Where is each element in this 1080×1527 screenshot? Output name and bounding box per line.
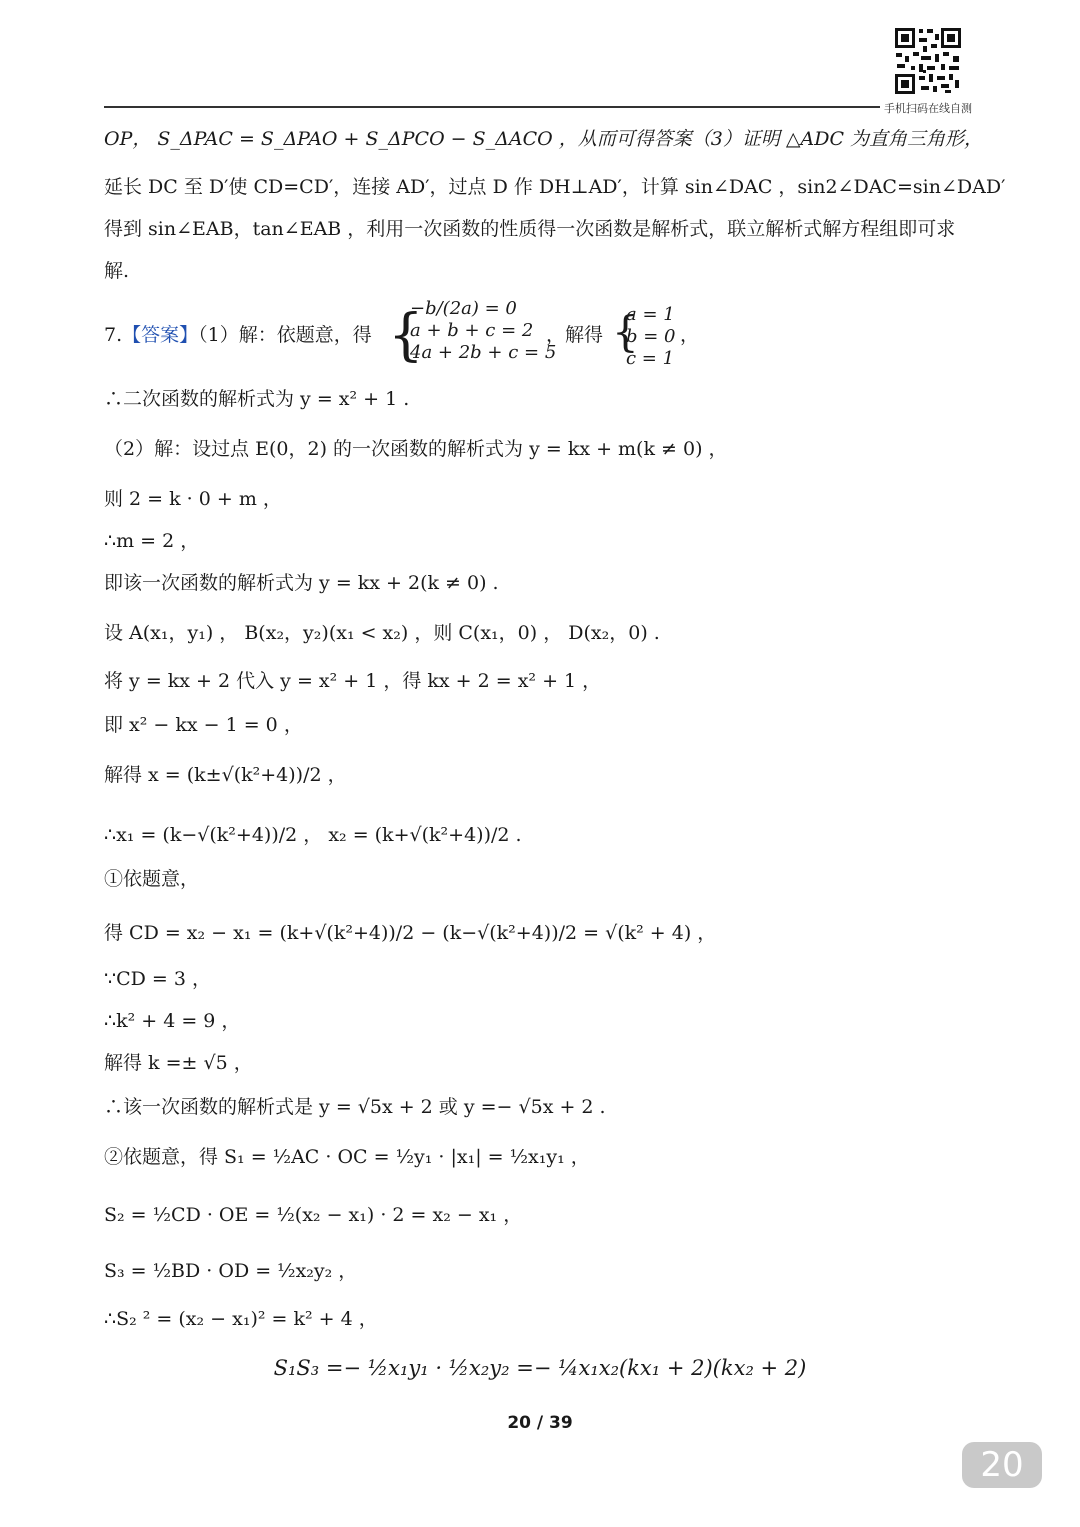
- text-line: ∴二次函数的解析式为 y = x² + 1 .: [104, 388, 410, 410]
- qr-caption: 手机扫码在线自测: [884, 102, 972, 115]
- text-line: 解得 x = (k±√(k²+4))/2 ，: [104, 764, 347, 786]
- text-line: 则 2 = k · 0 + m ，: [104, 488, 282, 510]
- equation-3: 4a + 2b + c = 5: [410, 342, 557, 363]
- text-line: 延长 DC 至 D′使 CD=CD′，连接 AD′，过点 D 作 DH⊥AD′，计算 sin∠DAC ，sin2∠DAC=sin∠DAD′: [104, 176, 1006, 198]
- text-line: S₂ = ½CD · OE = ½(x₂ − x₁) · 2 = x₂ − x₁ ，: [104, 1204, 523, 1226]
- question-number: 7.: [104, 324, 123, 346]
- text-line: 将 y = kx + 2 代入 y = x² + 1 ，得 kx + 2 = x² + 1 ，: [104, 670, 602, 692]
- page-badge: 20: [962, 1442, 1042, 1488]
- solution-end: ，: [680, 324, 700, 346]
- solution-connector: ，解得: [546, 324, 604, 346]
- text-line: ∴S₂ ² = (x₂ − x₁)² = k² + 4 ，: [104, 1308, 378, 1330]
- text-line: ∴k² + 4 = 9 ，: [104, 1010, 241, 1032]
- text-line: ∵CD = 3 ，: [104, 968, 211, 990]
- text-line: 设 A(x₁，y₁) ， B(x₂，y₂)(x₁ < x₂) ，则 C(x₁，0) ， D(x₂，0) .: [104, 622, 660, 644]
- solution-1: a = 1: [626, 304, 675, 325]
- text-line: 解得 k =± √5 ，: [104, 1052, 253, 1074]
- page-number: 20 / 39: [507, 1413, 573, 1433]
- left-brace: {: [388, 303, 424, 368]
- text-line: ②依题意，得 S₁ = ½AC · OC = ½y₁ · |x₁| = ½x₁y₁ ，: [104, 1146, 590, 1168]
- centered-equation: S₁S₃ =− ½x₁y₁ · ½x₂y₂ =− ¼x₁x₂(kx₁ + 2)(kx₂ + 2): [273, 1356, 807, 1380]
- answer-tag: 【答案】: [122, 324, 199, 346]
- text-line: 得 CD = x₂ − x₁ = (k+√(k²+4))/2 − (k−√(k²+4))/2 = √(k² + 4) ，: [104, 922, 717, 944]
- system-solution: [626, 304, 676, 370]
- text-line: 解.: [104, 260, 130, 282]
- equation-2: a + b + c = 2: [410, 320, 534, 341]
- solution-2: b = 0: [626, 326, 676, 347]
- header-divider: [104, 106, 880, 108]
- text-line: （2）解：设过点 E(0，2) 的一次函数的解析式为 y = kx + m(k ≠ 0) ，: [104, 438, 728, 460]
- equation-1: −b/(2a) = 0: [410, 298, 517, 319]
- text-line: ∴m = 2 ，: [104, 530, 200, 552]
- text-line: ∴x₁ = (k−√(k²+4))/2 ， x₂ = (k+√(k²+4))/2 .: [104, 824, 522, 846]
- solution-3: c = 1: [626, 348, 675, 369]
- answer-intro: [104, 322, 372, 348]
- text-line: 即 x² − kx − 1 = 0 ，: [104, 714, 303, 736]
- text-line: ∴该一次函数的解析式是 y = √5x + 2 或 y =− √5x + 2 .: [104, 1096, 606, 1118]
- text-line: OP， S_ΔPAC = S_ΔPAO + S_ΔPCO − S_ΔACO ，从而可得答案（3）证明 △ADC 为直角三角形，: [104, 128, 984, 150]
- text-line: S₃ = ½BD · OD = ½x₂y₂ ，: [104, 1260, 358, 1282]
- solution-brace: {: [612, 307, 639, 356]
- text-line: 得到 sin∠EAB，tan∠EAB ，利用一次函数的性质得一次函数是解析式，联立解析式解方程组即可求: [104, 218, 956, 240]
- qr-code-icon: [893, 26, 963, 96]
- answer-text: （1）解：依题意，得: [198, 324, 372, 346]
- text-line: ①依题意，: [104, 868, 200, 890]
- system-equations: [410, 298, 556, 364]
- text-line: 即该一次函数的解析式为 y = kx + 2(k ≠ 0) .: [104, 572, 499, 594]
